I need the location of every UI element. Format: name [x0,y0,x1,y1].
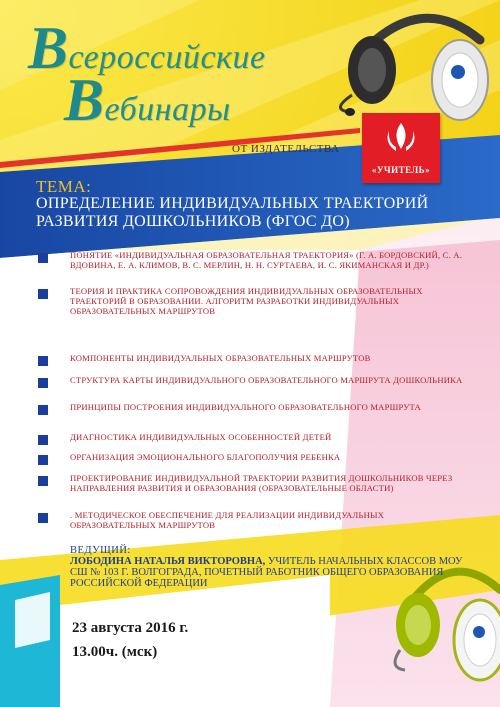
title-drop-cap: В [28,15,69,81]
book-leaf-logo-icon [362,113,440,163]
webinar-time: 13.00ч. (мск) [72,644,158,660]
title-text: сероссийские [68,39,266,76]
title-drop-cap: В [64,67,105,133]
publisher-logo [362,113,440,183]
bullet-square-icon [38,435,48,445]
bullet-square-icon [38,405,48,415]
bullet-square-icon [38,289,48,299]
bullet-square-icon [38,253,48,263]
webinar-date: 23 августа 2016 г. [72,620,189,636]
host-label: ВЕДУЩИЙ: [70,545,131,556]
host-name: ЛОБОДИНА НАТАЛЬЯ ВИКТОРОВНА, [70,556,266,567]
bullet-square-icon [38,513,48,523]
host-block [70,545,470,589]
host-description: УЧИТЕЛЬ НАЧАЛЬНЫХ КЛАССОВ МОУ СШ № 103 Г. ВОЛГОГРАДА, ПОЧЕТНЫЙ РАБОТНИК ОБЩЕГО ОБРАЗОВАНИЯ РОССИЙСКОЙ ФЕДЕРАЦИИ [70,556,463,589]
title-line-2 [64,67,231,133]
title-text: ебинары [104,91,231,128]
publisher-label: ОТ ИЗДАТЕЛЬСТВА [232,143,340,155]
bullet-square-icon [38,356,48,366]
topic-title: ОПРЕДЕЛЕНИЕ ИНДИВИДУАЛЬНЫХ ТРАЕКТОРИЙ РАЗВИТИЯ ДОШКОЛЬНИКОВ (ФГОС ДО) [36,195,429,230]
logo-text: «УЧИТЕЛЬ» [371,165,431,175]
host-info [70,556,470,589]
bullet-square-icon [38,476,48,486]
bullet-square-icon [38,455,48,465]
bullet-square-icon [38,378,48,388]
topic-label: ТЕМА: [36,177,92,196]
